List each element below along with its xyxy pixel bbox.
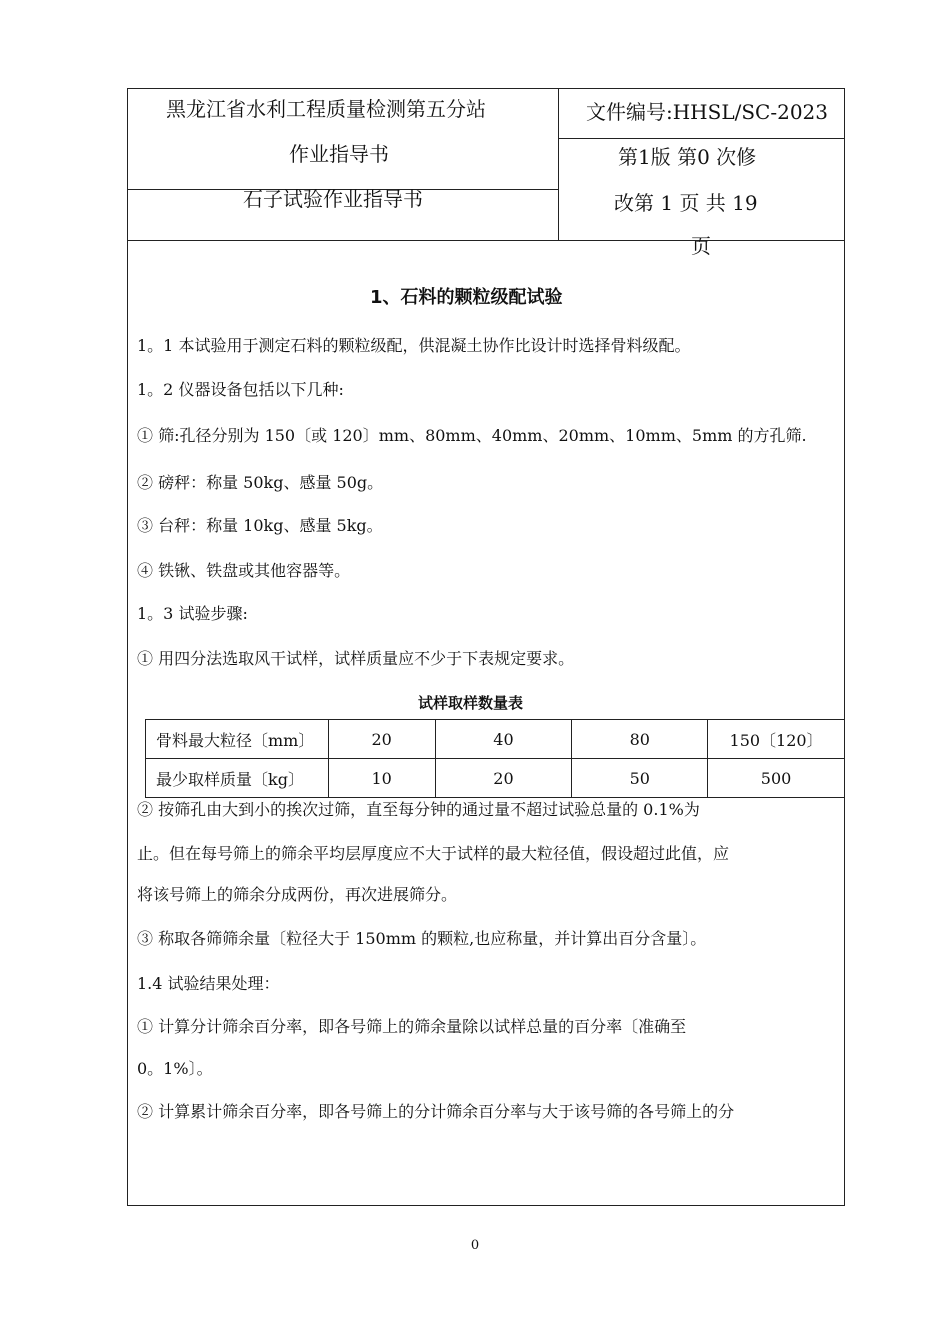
paragraph-1-2: 1。2 仪器设备包括以下几种: (137, 380, 344, 399)
table-row (146, 720, 845, 759)
result-1-line-2: 0。1%〕。 (137, 1059, 213, 1078)
table-cell: 骨料最大粒径〔mm〕 (146, 720, 329, 759)
table-cell: 150〔120〕 (708, 720, 845, 759)
table-row (146, 759, 845, 798)
section-title: 1、石料的颗粒级配试验 (370, 287, 563, 308)
doc-title: 石子试验作业指导书 (243, 187, 423, 211)
doc-type: 作业指导书 (289, 142, 389, 166)
step-3: ③ 称取各筛筛余量〔粒径大于 150mm 的颗粒,也应称量，并计算出百分含量〕。 (137, 929, 707, 948)
equipment-item-3: ③ 台秤：称量 10kg、感量 5kg。 (137, 516, 383, 535)
result-2-line-1: ② 计算累计筛余百分率，即各号筛上的分计筛余百分率与大于该号筛的各号筛上的分 (137, 1102, 735, 1121)
step-2-line-3: 将该号筛上的筛余分成两份，再次进展筛分。 (137, 885, 458, 904)
equipment-item-2: ② 磅秤：称量 50kg、感量 50g。 (137, 473, 384, 492)
result-1-line-1: ① 计算分计筛余百分率，即各号筛上的筛余量除以试样总量的百分率〔准确至 (137, 1017, 687, 1036)
table-cell: 最少取样质量〔kg〕 (146, 759, 329, 798)
step-2-line-2: 止。但在每号筛上的筛余平均层厚度应不大于试样的最大粒径值，假设超过此值，应 (137, 844, 730, 863)
page-info: 改第 1 页 共 19 (614, 191, 758, 215)
table-cell: 10 (328, 759, 435, 798)
paragraph-1-4: 1.4 试验结果处理： (137, 974, 280, 993)
table-cell: 80 (572, 720, 708, 759)
equipment-item-4: ④ 铁锹、铁盘或其他容器等。 (137, 561, 351, 580)
step-1: ① 用四分法选取风干试样，试样质量应不少于下表规定要求。 (137, 649, 575, 668)
header-divider-right (558, 138, 845, 139)
table-cell: 50 (572, 759, 708, 798)
header-bottom-line (127, 240, 845, 241)
paragraph-1-3: 1。3 试验步骤: (137, 604, 248, 623)
version: 第1版 第0 次修 (618, 145, 757, 169)
table-title: 试样取样数量表 (418, 694, 524, 712)
paragraph-1-1: 1。1 本试验用于测定石料的颗粒级配，供混凝土协作比设计时选择骨料级配。 (137, 336, 691, 355)
file-number: 文件编号:HHSL/SC-2023 (586, 100, 829, 124)
table-cell: 500 (708, 759, 845, 798)
page-number: 0 (470, 1238, 480, 1253)
table-cell: 20 (328, 720, 435, 759)
org-name: 黑龙江省水利工程质量检测第五分站 (166, 97, 486, 121)
header-divider-vertical (558, 88, 559, 240)
table-cell: 40 (435, 720, 572, 759)
page-info-cont: 页 (691, 234, 711, 258)
table-cell: 20 (435, 759, 572, 798)
document-frame (127, 88, 845, 1206)
equipment-item-1: ① 筛:孔径分别为 150〔或 120〕mm、80mm、40mm、20mm、10mm、5mm 的方孔筛. (137, 426, 807, 445)
step-2-line-1: ② 按筛孔由大到小的挨次过筛，直至每分钟的通过量不超过试验总量的 0.1%为 (137, 800, 700, 819)
sample-quantity-table (145, 719, 845, 798)
